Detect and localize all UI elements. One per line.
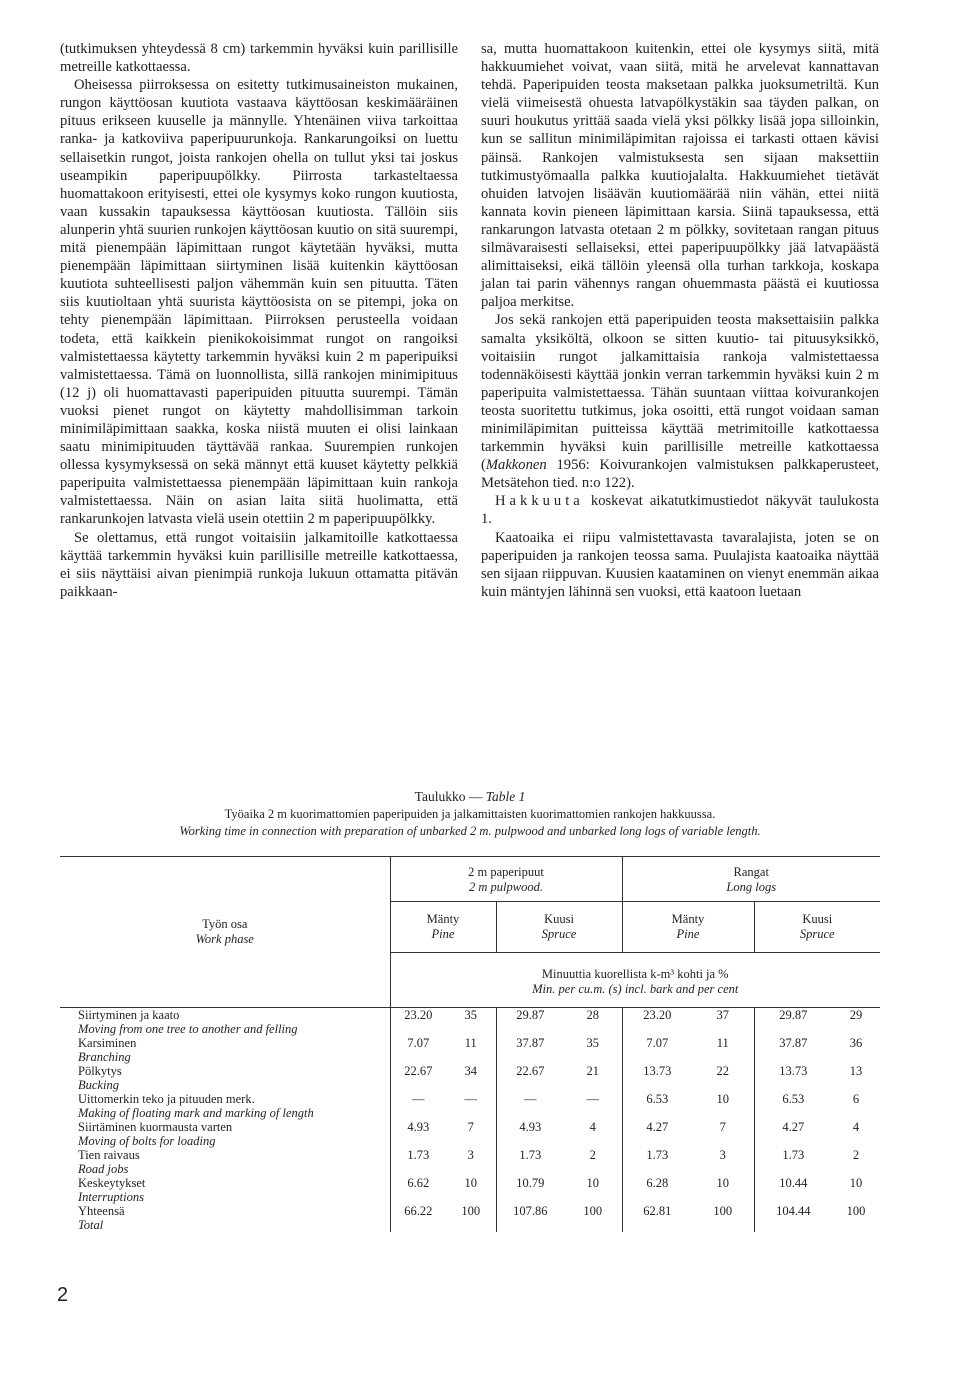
unit-header bbox=[390, 953, 880, 1008]
row-label-fi: Keskeytykset bbox=[78, 1176, 146, 1190]
value-minutes: 66.22 bbox=[390, 1204, 446, 1232]
table-row bbox=[60, 1008, 880, 1037]
spaced-heading-word: Hakkuuta bbox=[495, 493, 584, 510]
value-percent: 10 bbox=[716, 1092, 729, 1106]
value-minutes: 29.87 bbox=[496, 1008, 564, 1037]
row-label bbox=[60, 1036, 390, 1064]
value-percent: 13 bbox=[849, 1064, 863, 1078]
value-minutes: 1.73 bbox=[390, 1148, 446, 1176]
species-spruce-en: Spruce bbox=[541, 927, 577, 941]
value-percent: 4 bbox=[589, 1120, 596, 1134]
species-header-pulp-pine bbox=[390, 902, 496, 953]
value-percent: 100 bbox=[846, 1204, 866, 1218]
value-minutes: 29.87 bbox=[754, 1008, 832, 1037]
value-minutes: 6.28 bbox=[622, 1176, 692, 1204]
value-percent: 29 bbox=[849, 1008, 863, 1022]
table-caption-en: Table 1 bbox=[485, 789, 526, 804]
value-percent: 10 bbox=[716, 1176, 729, 1190]
species-spruce-fi: Kuusi bbox=[802, 912, 833, 926]
value-minutes: 107.86 bbox=[496, 1204, 564, 1232]
row-label-fi: Yhteensä bbox=[78, 1204, 125, 1218]
value-minutes: 1.73 bbox=[754, 1148, 832, 1176]
table-row bbox=[60, 1092, 880, 1120]
row-label bbox=[60, 1204, 390, 1232]
row-label-en: Moving of bolts for loading bbox=[78, 1134, 216, 1148]
value-percent: 36 bbox=[849, 1036, 863, 1050]
value-minutes: 23.20 bbox=[622, 1008, 692, 1037]
species-spruce-fi: Kuusi bbox=[544, 912, 574, 926]
table-body bbox=[60, 1008, 880, 1233]
species-pine-en: Pine bbox=[431, 927, 455, 941]
value-minutes: 4.93 bbox=[390, 1120, 446, 1148]
value-minutes: 22.67 bbox=[496, 1064, 564, 1092]
table-heading bbox=[60, 788, 880, 840]
species-header-pulp-spruce bbox=[496, 902, 622, 953]
value-percent: 37 bbox=[716, 1008, 729, 1022]
right-paragraph-3-text: koskevat aikatutkimustiedot näkyvät taulukosta 1. bbox=[481, 493, 879, 528]
species-header-logs-pine bbox=[622, 902, 754, 953]
value-percent: 4 bbox=[852, 1120, 860, 1134]
value-minutes: 62.81 bbox=[622, 1204, 692, 1232]
group-header-pulpwood bbox=[390, 857, 622, 902]
left-column bbox=[60, 40, 458, 601]
table-row bbox=[60, 1120, 880, 1148]
row-label-fi: Siirtäminen kuormausta varten bbox=[78, 1120, 233, 1134]
value-minutes: 104.44 bbox=[754, 1204, 832, 1232]
value-minutes: 4.93 bbox=[496, 1120, 564, 1148]
value-minutes: 1.73 bbox=[622, 1148, 692, 1176]
value-percent: 10 bbox=[849, 1176, 863, 1190]
left-paragraph-1: (tutkimuksen yhteydessä 8 cm) tarkemmin hyväksi kuin parillisille metreille katkottaessa. bbox=[60, 41, 458, 76]
table-title-fi: Työaika 2 m kuorimattomien paperipuiden ja jalkamittaisten kuorimattomien rankojen hakkuussa. bbox=[224, 807, 716, 821]
right-column bbox=[481, 40, 879, 601]
value-percent: 2 bbox=[589, 1148, 596, 1162]
right-paragraph-2-tail: 1956: Koivurankojen valmistuksen palkkaperusteet, Metsätehon tied. n:o 122). bbox=[481, 457, 879, 492]
value-minutes: 4.27 bbox=[622, 1120, 692, 1148]
row-label-en: Total bbox=[78, 1218, 104, 1232]
value-percent: 28 bbox=[586, 1008, 599, 1022]
table-caption-dash: — bbox=[468, 789, 483, 804]
species-pine-fi: Mänty bbox=[671, 912, 705, 926]
group-header-pulpwood-fi: 2 m paperipuut bbox=[468, 865, 544, 879]
group-header-pulpwood-en: 2 m pulpwood. bbox=[469, 880, 543, 894]
value-minutes: 7.07 bbox=[390, 1036, 446, 1064]
value-percent: 2 bbox=[852, 1148, 860, 1162]
group-header-logs-fi: Rangat bbox=[733, 865, 769, 879]
citation-author: Makkonen bbox=[485, 457, 547, 474]
value-percent: 3 bbox=[719, 1148, 726, 1162]
value-minutes: 13.73 bbox=[754, 1064, 832, 1092]
value-minutes: 6.53 bbox=[622, 1092, 692, 1120]
species-pine-en: Pine bbox=[676, 927, 700, 941]
right-paragraph-2 bbox=[481, 311, 879, 492]
unit-header-en: Min. per cu.m. (s) incl. bark and per cent bbox=[532, 982, 739, 996]
work-time-table bbox=[60, 856, 880, 1232]
value-percent: 22 bbox=[716, 1064, 729, 1078]
value-minutes: 13.73 bbox=[622, 1064, 692, 1092]
value-minutes: — bbox=[496, 1092, 564, 1120]
row-label-fi: Siirtyminen ja kaato bbox=[78, 1008, 180, 1022]
value-minutes: 6.53 bbox=[754, 1092, 832, 1120]
right-paragraph-1: sa, mutta huomattakoon kuitenkin, ettei ole kysymys siitä, mitä hakkuumiehet voivat, vaan siitä, mitä he arvelevat kannattavan tehdä. Paperipuiden teosta maksetaan palkka juoksumetriltä. Kun vielä viimeisestä ohuesta latvapölkystäkin saa täyden palkan, on suuri houkutus yrittää saada vielä yksi pölkky lisää jopa silloinkin, kun se sallitun minimiläpimitan rajoissa ei tarkasti ottaen kävisi päinsä. Rankojen valmistuksesta sen sijaan maksettiin tutkimustyömaalla palkka kuutiojalalta. Hakkuumiehet tietävät ohuiden latvojen lisäävän kuutiomäärää niin vähän, ettei niitä kannata kovin pieneen läpimittaan karsia. Siinä tapauksessa, että rankarungon latvasta otetaan 2 m pölkky, sovitetaan rangan pituus silmävaraisesti sellaiseksi, ettei paperipuupölkky jää latvapäästä alimittaiseksi, eikä tällöin yleensä olla turhan tarkkoja, koskapa jalan tai parin vähennys rangan ohuemmasta päästä ei kuutiossa paljoa merkitse. bbox=[481, 41, 879, 311]
row-label-en: Moving from one tree to another and felling bbox=[78, 1022, 298, 1036]
value-percent: 6 bbox=[852, 1092, 860, 1106]
value-percent: 3 bbox=[467, 1148, 474, 1162]
value-minutes: 37.87 bbox=[496, 1036, 564, 1064]
left-paragraph-3: Se olettamus, että rungot voitaisiin jalkamitoille katkottaessa käyttää tarkemmin hyväksi kuin parillisille metreille katkottaessa, ei siis näyttäisi aivan pienimpiä runkoja lukuun ottamatta pitävän paikkaan- bbox=[60, 529, 458, 600]
value-percent: 11 bbox=[464, 1036, 477, 1050]
row-label-en: Interruptions bbox=[78, 1190, 144, 1204]
value-minutes: 10.44 bbox=[754, 1176, 832, 1204]
value-percent: 100 bbox=[713, 1204, 733, 1218]
value-minutes: 22.67 bbox=[390, 1064, 446, 1092]
table-row bbox=[60, 1176, 880, 1204]
row-label-fi: Tien raivaus bbox=[78, 1148, 140, 1162]
right-paragraph-2-text: Jos sekä rankojen että paperipuiden teosta maksettaisiin palkka samalta yksiköltä, olkoon se sitten kuutio- tai pituusyksikkö, voitaisiin rungot jalkamittaisia rankoja valmistettaessa todennäköisesti käyttää jonkin verran tarkemmin hyväksi kuin 2 m paperipuita valmistettaessa. Tähän suuntaan viittaa koivurankojen teosta suoritettu tutkimus, joka osoitti, että rungot voidaan saman minimiläpimitan puitteissa käyttää metrimitoille katkottaessa tarkemmin hyväksi kuin parillisille metreille katkottaessa ( bbox=[481, 312, 879, 474]
value-percent: 10 bbox=[586, 1176, 599, 1190]
value-percent: — bbox=[464, 1092, 477, 1106]
table-caption-fi: Taulukko bbox=[414, 789, 466, 804]
row-label bbox=[60, 1064, 390, 1092]
work-phase-header-fi: Työn osa bbox=[202, 917, 248, 931]
row-label bbox=[60, 1176, 390, 1204]
left-paragraph-2: Oheisessa piirroksessa on esitetty tutkimusaineiston mukainen, rungon käyttöosan kuutiota vastaava käyttöosan keskimääräinen pituus erikseen kuuselle ja männylle. Yhtenäinen viiva tarkoittaa ranka- ja katkoviiva paperipuurunkoja. Rankarungoiksi on luettu sellaisetkin rungot, joista rankojen ohella on tullut yksi tai joskus useampikin paperipuupölkky. Piirrosta tarkasteltaessa huomattakoon erityisesti, ettei ole kysymys koko rungon kuutiosta, vaan kussakin tapauksessa käyttöosan kuutiosta. Tällöin siis alunperin yhtä suurien runkojen käyttöosan kuutio on sitä suurempi, mitä pienempään läpimittaan rungot käytetään hyväksi, mutta pienempään läpimittaan siirtyminen lisää kuitenkin käyttöosan kuutiota suhteellisesti paljon vähemmän kuin sen pituutta. Täten siis kuutioltaan yhtä suurista käyttöosista on se pitempi, joka on tehty pienempään läpimittaan. Piirroksen perusteella voidaan todeta, että kaikkein pienikokoisimmat rungot on rangoiksi valmistettaessa käytetty tarkemmin hyväksi kuin 2 m paperipuiksi valmistettaessa. Tämä on luonnollista, sillä rankojen minimipituus (12 j) oli huomattavasti paperipuiden pituutta suurempi. Tämän vuoksi pienet rungot on käytetty mahdollisimman tarkoin minimiläpimittaan saakka, koska niistä muuten ei olisi lainkaan saatu minimipituuden täyttävää rankaa. Suurempien runkojen ollessa kysymyksessä on sekä männyt että kuuset käytetty pelkkiä paperipuita valmistettaessa pienempään läpimittaan kuin rankoja valmistettaessa. Näin on asian laita siitä huolimatta, että rankarunkojen latvasta vielä usein otettiin 2 m paperipuupölkky. bbox=[60, 77, 458, 528]
row-label-fi: Pölkytys bbox=[78, 1064, 122, 1078]
table-row bbox=[60, 1036, 880, 1064]
value-percent: 11 bbox=[716, 1036, 729, 1050]
value-percent: 100 bbox=[583, 1204, 603, 1218]
value-minutes: 6.62 bbox=[390, 1176, 446, 1204]
species-spruce-en: Spruce bbox=[799, 927, 835, 941]
row-label-en: Making of floating mark and marking of length bbox=[78, 1106, 314, 1120]
species-header-logs-spruce bbox=[754, 902, 880, 953]
value-percent: 21 bbox=[586, 1064, 599, 1078]
table-row bbox=[60, 1148, 880, 1176]
row-label-fi: Karsiminen bbox=[78, 1036, 137, 1050]
value-percent: 10 bbox=[464, 1176, 477, 1190]
row-label-en: Bucking bbox=[78, 1078, 119, 1092]
value-minutes: 23.20 bbox=[390, 1008, 446, 1037]
value-minutes: 1.73 bbox=[496, 1148, 564, 1176]
row-label-en: Branching bbox=[78, 1050, 131, 1064]
value-minutes: 10.79 bbox=[496, 1176, 564, 1204]
value-minutes: 4.27 bbox=[754, 1120, 832, 1148]
value-percent: 35 bbox=[464, 1008, 477, 1022]
table-row-total bbox=[60, 1204, 880, 1232]
row-label bbox=[60, 1148, 390, 1176]
row-label-en: Road jobs bbox=[78, 1162, 129, 1176]
table-caption bbox=[60, 788, 880, 806]
value-percent: 34 bbox=[464, 1064, 477, 1078]
row-label-fi: Uittomerkin teko ja pituuden merk. bbox=[78, 1092, 255, 1106]
group-header-logs bbox=[622, 857, 880, 902]
value-minutes: 37.87 bbox=[754, 1036, 832, 1064]
value-percent: 100 bbox=[461, 1204, 481, 1218]
row-label bbox=[60, 1008, 390, 1037]
work-phase-header-en: Work phase bbox=[195, 932, 254, 946]
value-minutes: — bbox=[390, 1092, 446, 1120]
unit-header-fi: Minuuttia kuorellista k-m³ kohti ja % bbox=[541, 967, 729, 981]
work-phase-header bbox=[60, 857, 390, 1008]
right-paragraph-3 bbox=[481, 492, 879, 528]
table-title-en: Working time in connection with preparation of unbarked 2 m. pulpwood and unbarked long logs of variable length. bbox=[179, 824, 761, 838]
value-percent: 7 bbox=[467, 1120, 474, 1134]
table-row bbox=[60, 1064, 880, 1092]
group-header-logs-en: Long logs bbox=[726, 880, 777, 894]
row-label bbox=[60, 1120, 390, 1148]
page-number: 2 bbox=[57, 1284, 69, 1306]
value-minutes: 7.07 bbox=[622, 1036, 692, 1064]
value-percent: 7 bbox=[719, 1120, 726, 1134]
value-percent: — bbox=[586, 1092, 599, 1106]
row-label bbox=[60, 1092, 390, 1120]
right-paragraph-4: Kaatoaika ei riipu valmistettavasta tavaralajista, joten se on paperipuiden ja rankojen teossa sama. Puulajista kaatoaika näyttää sen sijaan riippuvan. Kuusien kaataminen on vienyt enemmän aikaa kuin mäntyjen lähinnä sen vuoksi, että kaatoon luetaan bbox=[481, 529, 879, 600]
species-pine-fi: Mänty bbox=[426, 912, 460, 926]
value-percent: 35 bbox=[586, 1036, 599, 1050]
